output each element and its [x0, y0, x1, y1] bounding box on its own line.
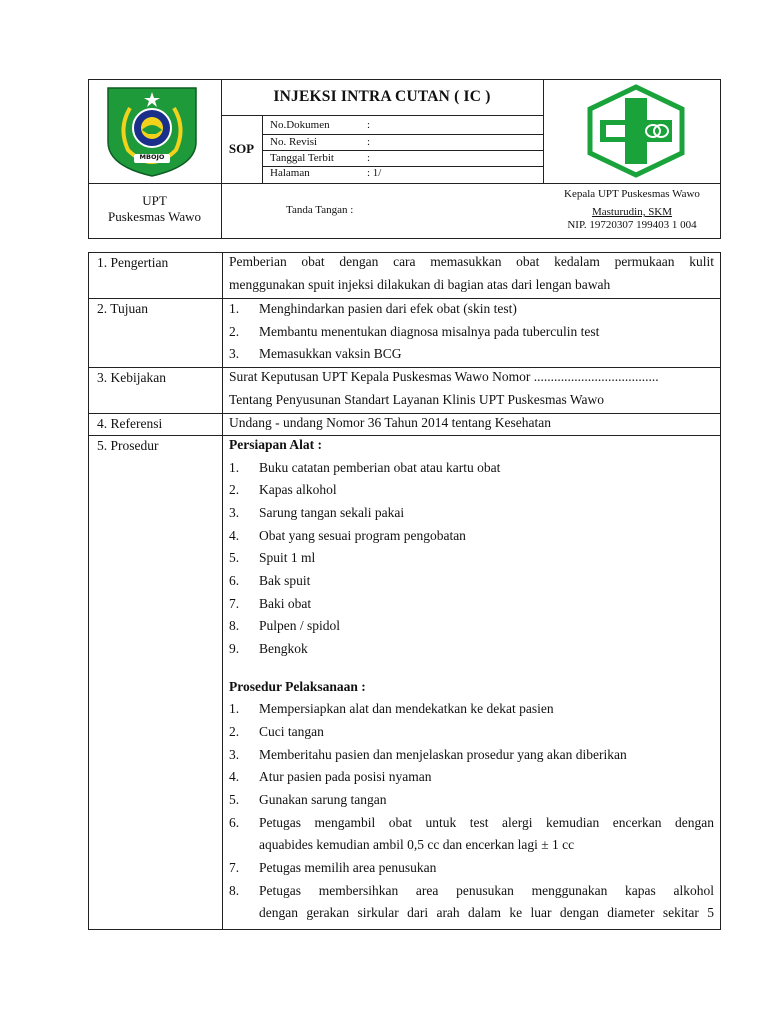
list-item — [229, 457, 714, 480]
list-number: 1. — [229, 459, 240, 475]
list-text: Atur pasien pada posisi nyaman — [259, 769, 432, 785]
list-number: 3. — [229, 746, 240, 762]
list-item — [229, 880, 714, 925]
list-text: Cuci tangan — [259, 723, 324, 739]
pengertian-line1: Pemberian obat dengan cara memasukkan obat kedalam permukaan kulit — [229, 254, 714, 269]
head-title: Kepala UPT Puskesmas Wawo — [564, 188, 700, 200]
doc-field-value: : 1/ — [367, 167, 382, 179]
list-number: 3. — [229, 346, 240, 361]
list-number: 8. — [229, 882, 240, 898]
list-item — [229, 789, 714, 812]
list-text — [259, 880, 714, 925]
doc-field-label: No. Revisi — [270, 136, 318, 148]
list-number: 7. — [229, 860, 240, 876]
list-number: 1. — [229, 701, 240, 717]
list-text-line1: Petugas mengambil obat untuk test alergi kemudian encerkan dengan — [259, 814, 714, 830]
list-item — [229, 570, 714, 593]
list-item — [229, 479, 714, 502]
puskesmas-logo — [584, 84, 688, 178]
list-text-line1: Petugas membersihkan area penusukan menggunakan kapas alkohol — [259, 882, 714, 898]
sop-title: INJEKSI INTRA CUTAN ( IC ) — [273, 88, 491, 105]
list-item — [229, 321, 714, 344]
list-number: 5. — [229, 791, 240, 807]
list-item — [229, 744, 714, 767]
doc-field-value: : — [367, 136, 371, 148]
list-text: Spuit 1 ml — [259, 550, 316, 566]
list-number: 6. — [229, 572, 240, 588]
list-number: 4. — [229, 527, 240, 543]
list-text-line2: aquabides kemudian ambil 0,5 cc dan encerkan lagi ± 1 cc — [259, 837, 575, 853]
list-text: Menghindarkan pasien dari efek obat (skin test) — [259, 301, 517, 316]
list-item — [229, 812, 714, 857]
org-line2: Puskesmas Wawo — [108, 209, 201, 224]
list-text: Mempersiapkan alat dan mendekatkan ke dekat pasien — [259, 701, 554, 717]
list-item — [229, 593, 714, 616]
list-text: Bak spuit — [259, 572, 311, 588]
list-text — [259, 812, 714, 857]
list-number: 1. — [229, 301, 240, 316]
section-label-referensi: 4. Referensi — [97, 416, 163, 431]
list-text: Memasukkan vaksin BCG — [259, 346, 402, 361]
pengertian-content — [229, 251, 714, 296]
list-number: 3. — [229, 504, 240, 520]
sop-label: SOP — [228, 141, 255, 156]
list-text: Buku catatan pemberian obat atau kartu obat — [259, 459, 501, 475]
list-number: 7. — [229, 595, 240, 611]
list-item — [229, 547, 714, 570]
list-text: Baki obat — [259, 595, 312, 611]
section-label-tujuan: 2. Tujuan — [97, 301, 149, 316]
regency-emblem — [104, 86, 200, 178]
list-number: 6. — [229, 814, 240, 830]
tujuan-list — [229, 298, 714, 366]
list-text: Gunakan sarung tangan — [259, 791, 387, 807]
doc-field-label: Halaman — [270, 167, 310, 179]
list-text: Petugas memilih area penusukan — [259, 860, 437, 876]
list-item — [229, 721, 714, 744]
section-label-pengertian: 1. Pengertian — [97, 255, 169, 270]
doc-field-label: Tanggal Terbit — [270, 152, 334, 164]
list-item — [229, 615, 714, 638]
list-text: Bengkok — [259, 641, 308, 656]
list-item — [229, 698, 714, 721]
list-number: 2. — [229, 323, 240, 339]
list-text-line2: dengan gerakan sirkular dari arah dalam ke luar dengan diameter sekitar 5 — [259, 905, 714, 921]
signature-label: Tanda Tangan : — [286, 204, 354, 216]
list-text: Kapas alkohol — [259, 482, 337, 498]
list-item — [229, 857, 714, 880]
referensi-content: Undang - undang Nomor 36 Tahun 2014 tentang Kesehatan — [229, 415, 551, 430]
doc-field-label: No.Dokumen — [270, 119, 330, 131]
list-number: 4. — [229, 769, 240, 785]
list-text: Obat yang sesuai program pengobatan — [259, 527, 466, 543]
list-item — [229, 298, 714, 321]
doc-field-value: : — [367, 152, 371, 164]
head-name: Masturudin, SKM — [591, 206, 673, 218]
head-nip: NIP. 19720307 199403 1 004 — [567, 219, 697, 231]
emblem-text: MBOJO — [139, 153, 165, 161]
kebijakan-line2: Tentang Penyusunan Standart Layanan Klinis UPT Puskesmas Wawo — [229, 391, 605, 407]
list-item — [229, 525, 714, 548]
list-number: 8. — [229, 618, 240, 634]
list-text: Memberitahu pasien dan menjelaskan prosedur yang akan diberikan — [259, 746, 627, 762]
list-item — [229, 343, 714, 366]
list-number: 9. — [229, 641, 240, 656]
kebijakan-content — [229, 366, 714, 411]
pengertian-line2: menggunakan spuit injeksi dilakukan di bagian atas dari lengan bawah — [229, 276, 611, 292]
list-number: 5. — [229, 550, 240, 566]
list-number: 2. — [229, 723, 240, 739]
list-text: Pulpen / spidol — [259, 618, 341, 634]
section-label-prosedur: 5. Prosedur — [97, 438, 159, 453]
section-label-kebijakan: 3. Kebijakan — [97, 370, 166, 385]
doc-field-value: : — [367, 119, 371, 131]
list-item — [229, 766, 714, 789]
prosedur-content — [229, 434, 714, 925]
list-text: Sarung tangan sekali pakai — [259, 504, 405, 520]
pelaksanaan-heading: Prosedur Pelaksanaan : — [229, 678, 366, 694]
list-text: Membantu menentukan diagnosa misalnya pada tuberculin test — [259, 323, 600, 339]
kebijakan-line1: Surat Keputusan UPT Kepala Puskesmas Wawo Nomor ..................................... — [229, 369, 659, 384]
org-line1: UPT — [142, 193, 167, 208]
list-number: 2. — [229, 482, 240, 498]
list-item — [229, 502, 714, 525]
alat-heading: Persiapan Alat : — [229, 437, 322, 452]
list-item — [229, 638, 714, 661]
